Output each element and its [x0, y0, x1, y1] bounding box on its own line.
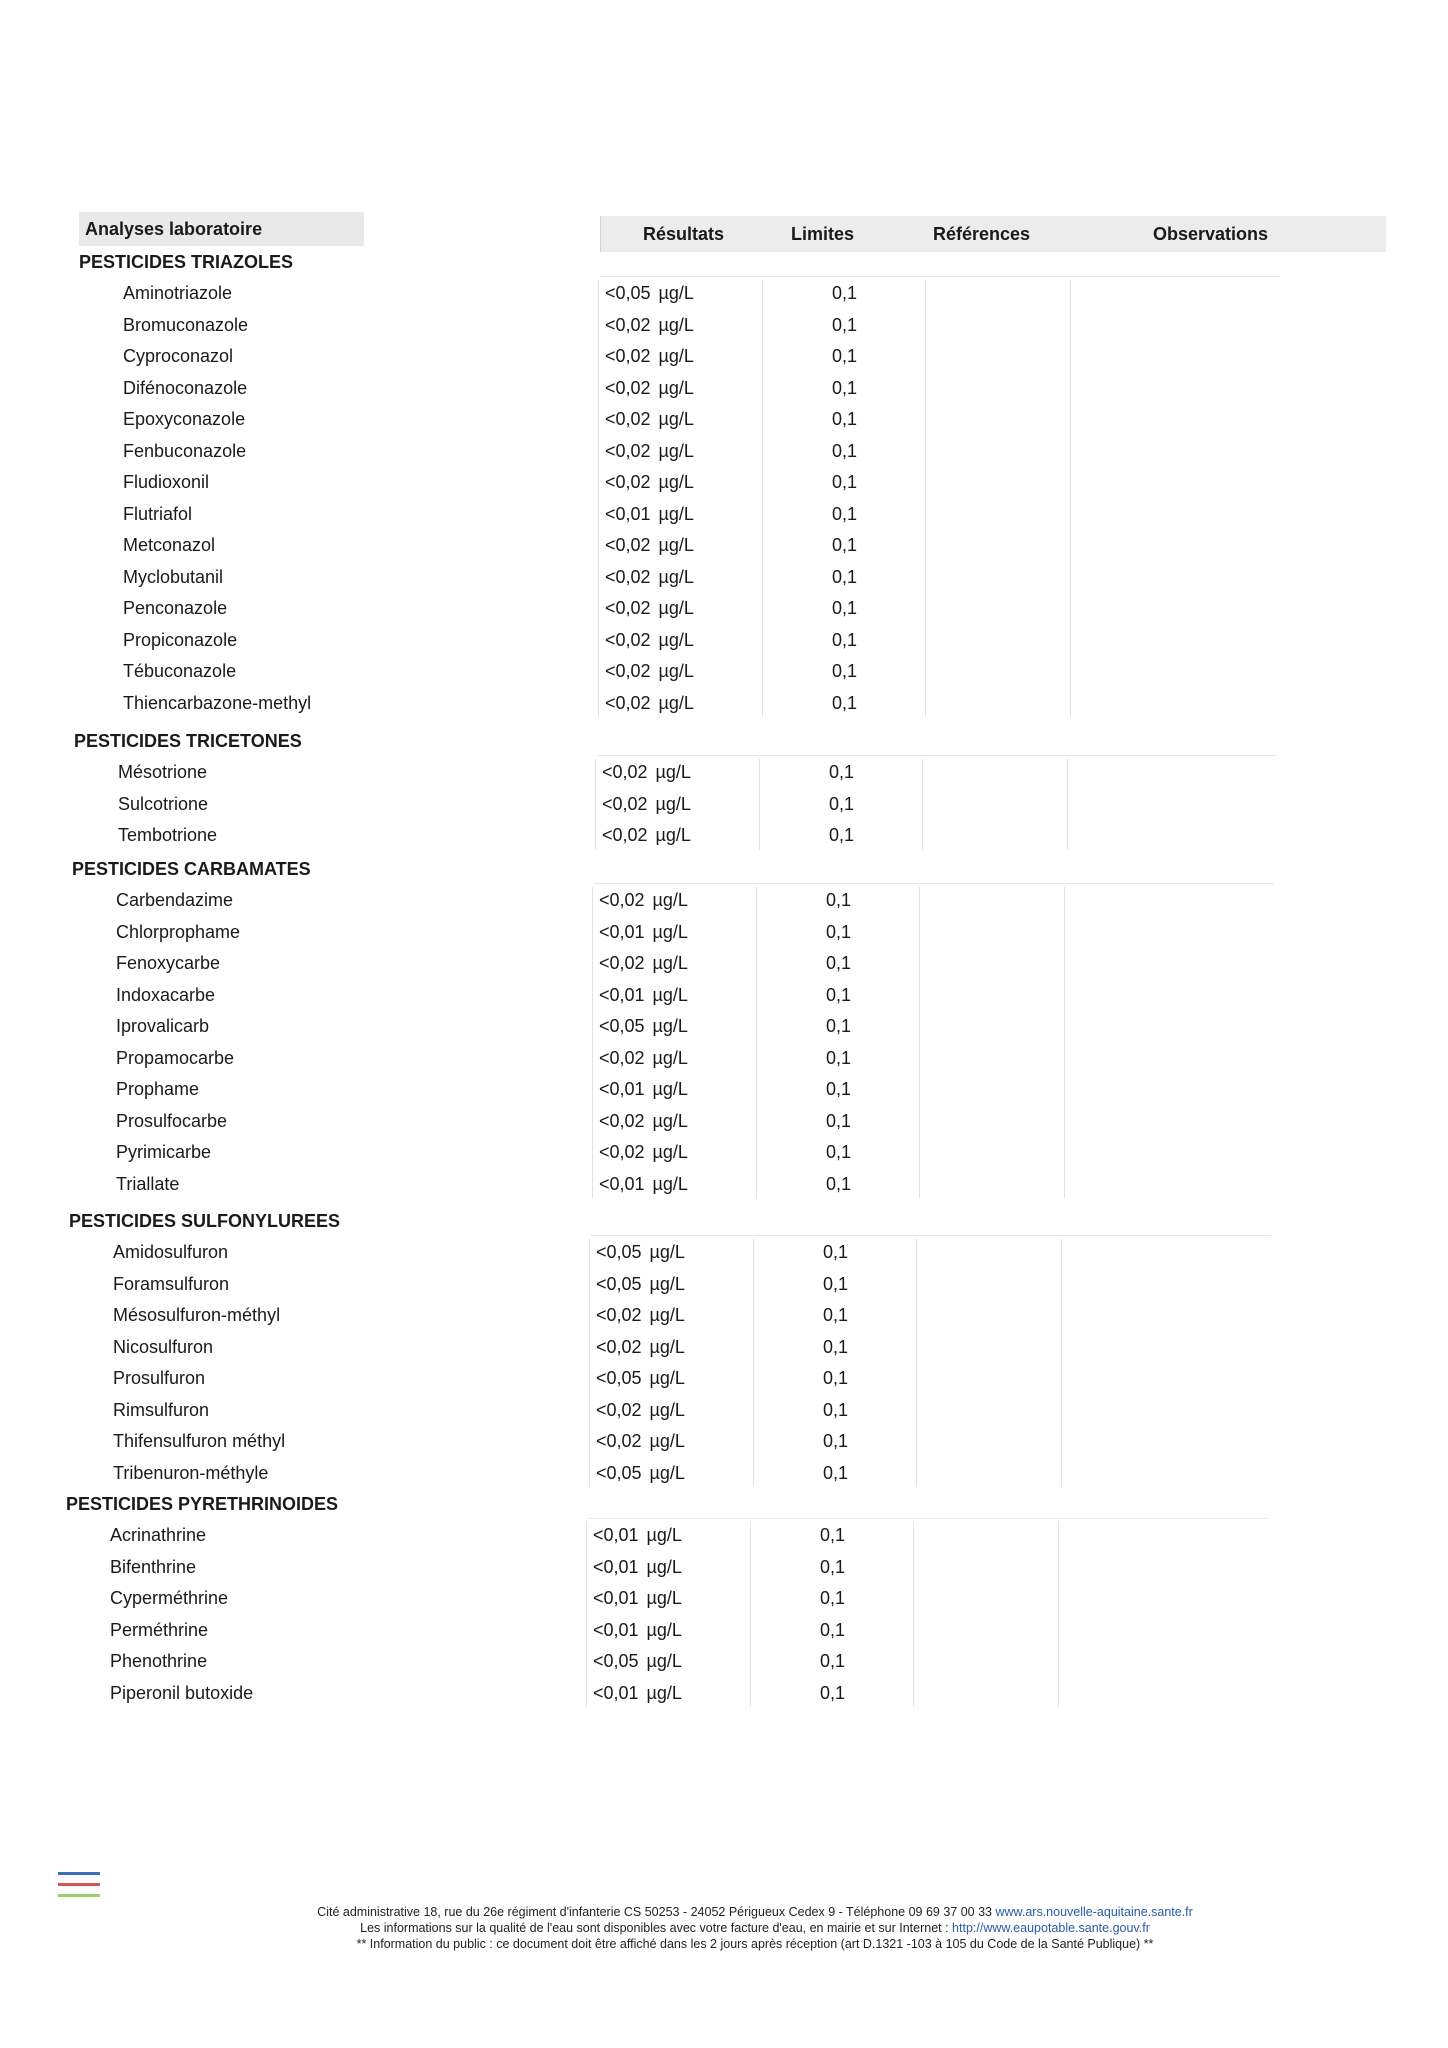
table-row — [0, 341, 1400, 372]
limit-value: 0,1 — [823, 1273, 849, 1294]
section-title: PESTICIDES TRIAZOLES — [79, 252, 294, 272]
table-row — [0, 948, 1400, 979]
analyte-name: Difénoconazole — [123, 377, 248, 398]
result-value — [599, 1137, 688, 1168]
result-value — [605, 436, 694, 467]
analyte-name: Fenoxycarbe — [116, 953, 221, 973]
limit-value: 0,1 — [829, 793, 855, 814]
result-unit: µg/L — [658, 661, 694, 681]
analyte-name: Nicosulfuron — [113, 1336, 214, 1357]
table-row — [0, 885, 1400, 916]
limit-value: 0,1 — [832, 314, 858, 335]
table-row — [0, 1363, 1400, 1394]
logo-bar-blue — [58, 1872, 100, 1875]
result-unit: µg/L — [652, 1016, 688, 1036]
result-value — [596, 1237, 685, 1268]
result-value — [599, 1074, 688, 1105]
footer-info: Les informations sur la qualité de l'eau sont disponibles avec votre facture d'eau, en mairie et sur Internet : — [360, 1921, 949, 1935]
table-row — [0, 467, 1400, 498]
result-value — [596, 1300, 685, 1331]
table-row — [0, 1300, 1400, 1331]
logo-bar-green — [58, 1894, 100, 1897]
result-number: <0,05 — [596, 1462, 642, 1483]
result-unit: µg/L — [649, 1305, 685, 1325]
result-unit: µg/L — [646, 1619, 682, 1640]
result-value — [596, 1458, 685, 1489]
limit-value: 0,1 — [823, 1431, 849, 1451]
limit-value: 0,1 — [826, 1047, 852, 1068]
limit-value: 0,1 — [826, 921, 852, 942]
limit-value: 0,1 — [826, 890, 852, 910]
result-unit: µg/L — [649, 1368, 685, 1388]
analyte-name: Tébuconazole — [123, 661, 237, 681]
result-value — [605, 467, 694, 498]
limit-value: 0,1 — [832, 598, 858, 618]
result-number: <0,02 — [596, 1336, 642, 1357]
limit-value: 0,1 — [820, 1588, 846, 1608]
table-row — [0, 404, 1400, 435]
result-unit: µg/L — [646, 1651, 682, 1671]
analyte-name: Carbendazime — [116, 890, 234, 910]
result-number: <0,01 — [599, 1173, 645, 1194]
section-2 — [74, 726, 674, 756]
analyte-name: Epoxyconazole — [123, 409, 246, 429]
analyte-name: Prophame — [116, 1079, 200, 1099]
table-row — [0, 1520, 1400, 1551]
analyte-name: Pyrimicarbe — [116, 1142, 212, 1162]
table-row — [0, 1043, 1400, 1074]
result-unit: µg/L — [652, 1110, 688, 1131]
section-4 — [69, 1206, 669, 1236]
result-value — [599, 980, 688, 1011]
table-row — [0, 820, 1400, 851]
result-number: <0,02 — [599, 953, 645, 973]
result-unit: µg/L — [658, 598, 694, 618]
result-number: <0,05 — [599, 1016, 645, 1036]
analyte-name: Fludioxonil — [123, 472, 210, 492]
result-number: <0,05 — [596, 1368, 642, 1388]
result-number: <0,02 — [605, 346, 651, 366]
limit-value: 0,1 — [832, 283, 858, 303]
table-row — [0, 1106, 1400, 1137]
limit-value: 0,1 — [832, 692, 858, 713]
limit-value: 0,1 — [832, 409, 858, 429]
result-unit: µg/L — [652, 984, 688, 1005]
limit-value: 0,1 — [826, 1016, 852, 1036]
limit-value: 0,1 — [829, 825, 855, 845]
footer-line-2 — [180, 1920, 1330, 1936]
table-row — [0, 1074, 1400, 1105]
result-unit: µg/L — [649, 1431, 685, 1451]
logo-bar-red — [58, 1883, 100, 1886]
analyte-name: Amidosulfuron — [113, 1242, 229, 1262]
table-row — [0, 310, 1400, 341]
result-value — [593, 1678, 682, 1709]
footer-line-3: ** Information du public : ce document doit être affiché dans les 2 jours après réception (art D.1321 -103 à 105 du Code de la Santé Publique) ** — [356, 1937, 1154, 1951]
result-value — [599, 1043, 688, 1074]
result-number: <0,02 — [605, 314, 651, 335]
result-unit: µg/L — [658, 472, 694, 492]
result-unit: µg/L — [655, 825, 691, 845]
result-number: <0,02 — [602, 762, 648, 782]
footer-address: Cité administrative 18, rue du 26e régiment d'infanterie CS 50253 - 24052 Périgueux Cedex 9 - Téléphone 09 69 37 00 33 — [317, 1905, 992, 1919]
result-unit: µg/L — [658, 692, 694, 713]
limit-value: 0,1 — [820, 1682, 846, 1703]
result-value — [596, 1426, 685, 1457]
analyte-name: Propiconazole — [123, 629, 238, 650]
result-value — [593, 1552, 682, 1583]
result-number: <0,02 — [599, 890, 645, 910]
result-number: <0,02 — [599, 1110, 645, 1131]
result-number: <0,05 — [596, 1273, 642, 1294]
analyte-name: Phenothrine — [110, 1651, 208, 1671]
result-unit: µg/L — [655, 762, 691, 782]
result-number: <0,02 — [605, 440, 651, 461]
footer-eaupotable-link[interactable]: http://www.eaupotable.sante.gouv.fr — [952, 1921, 1150, 1935]
result-value — [599, 1106, 688, 1137]
limit-value: 0,1 — [820, 1619, 846, 1640]
result-number: <0,02 — [605, 692, 651, 713]
analyte-name: Prosulfocarbe — [116, 1110, 228, 1131]
analyte-name: Tribenuron-méthyle — [113, 1462, 269, 1483]
logo-color-bars — [58, 1872, 100, 1905]
section-5 — [66, 1489, 666, 1519]
result-unit: µg/L — [652, 890, 688, 910]
result-unit: µg/L — [649, 1242, 685, 1262]
limit-value: 0,1 — [826, 1173, 852, 1194]
table-row — [0, 1269, 1400, 1300]
result-value — [596, 1332, 685, 1363]
result-unit: µg/L — [652, 953, 688, 973]
result-unit: µg/L — [646, 1525, 682, 1545]
result-number: <0,01 — [593, 1682, 639, 1703]
header-references: Références — [933, 224, 1031, 244]
section-rule — [600, 276, 1280, 277]
result-value — [605, 341, 694, 372]
result-unit: µg/L — [658, 377, 694, 398]
table-row — [0, 1332, 1400, 1363]
result-value — [605, 310, 694, 341]
analyte-name: Mésotrione — [118, 762, 208, 782]
limit-value: 0,1 — [826, 953, 852, 973]
limit-value: 0,1 — [832, 629, 858, 650]
footer-ars-link[interactable]: www.ars.nouvelle-aquitaine.sante.fr — [995, 1905, 1193, 1919]
limit-value: 0,1 — [832, 346, 858, 366]
result-value — [593, 1583, 682, 1614]
result-value — [605, 625, 694, 656]
result-value — [602, 757, 691, 788]
result-unit: µg/L — [658, 346, 694, 366]
result-number: <0,01 — [605, 503, 651, 524]
result-value — [596, 1395, 685, 1426]
analyte-name: Sulcotrione — [118, 793, 209, 814]
result-value — [605, 373, 694, 404]
result-value — [593, 1520, 682, 1551]
result-value — [593, 1615, 682, 1646]
header-results-bar — [600, 216, 1386, 252]
analyte-name: Acrinathrine — [110, 1525, 207, 1545]
analyte-name: Mésosulfuron-méthyl — [113, 1305, 281, 1325]
table-row — [0, 917, 1400, 948]
table-row — [0, 1552, 1400, 1583]
section-1 — [79, 247, 679, 277]
result-number: <0,01 — [599, 1079, 645, 1099]
result-number: <0,02 — [596, 1431, 642, 1451]
result-number: <0,01 — [593, 1525, 639, 1545]
result-unit: µg/L — [658, 283, 694, 303]
analyte-name: Chlorprophame — [116, 921, 241, 942]
result-number: <0,02 — [599, 1047, 645, 1068]
table-row — [0, 757, 1400, 788]
analyte-name: Bifenthrine — [110, 1556, 197, 1577]
limit-value: 0,1 — [832, 503, 858, 524]
result-unit: µg/L — [655, 793, 691, 814]
analyte-name: Triallate — [116, 1173, 180, 1194]
section-rule — [588, 1518, 1268, 1519]
result-number: <0,01 — [593, 1556, 639, 1577]
header-observations: Observations — [1153, 224, 1269, 244]
analyte-name: Aminotriazole — [123, 283, 233, 303]
analyte-name: Cyproconazol — [123, 346, 234, 366]
table-row — [0, 688, 1400, 719]
section-3 — [72, 854, 672, 884]
result-unit: µg/L — [658, 440, 694, 461]
result-number: <0,02 — [596, 1305, 642, 1325]
table-row — [0, 1011, 1400, 1042]
limit-value: 0,1 — [832, 440, 858, 461]
section-title: PESTICIDES TRICETONES — [74, 731, 302, 751]
analyte-name: Rimsulfuron — [113, 1399, 210, 1420]
limit-value: 0,1 — [832, 377, 858, 398]
limit-value: 0,1 — [823, 1399, 849, 1420]
result-unit: µg/L — [646, 1556, 682, 1577]
result-unit: µg/L — [658, 535, 694, 555]
section-title: PESTICIDES CARBAMATES — [72, 859, 311, 879]
limit-value: 0,1 — [832, 472, 858, 492]
result-number: <0,01 — [599, 984, 645, 1005]
result-value — [599, 917, 688, 948]
table-row — [0, 1137, 1400, 1168]
result-number: <0,02 — [605, 472, 651, 492]
analyte-name: Myclobutanil — [123, 566, 224, 587]
result-value — [593, 1646, 682, 1677]
result-unit: µg/L — [652, 1079, 688, 1099]
result-unit: µg/L — [646, 1588, 682, 1608]
analyte-name: Cyperméthrine — [110, 1588, 229, 1608]
result-unit: µg/L — [649, 1462, 685, 1483]
result-number: <0,02 — [599, 1142, 645, 1162]
result-number: <0,02 — [605, 661, 651, 681]
table-row — [0, 373, 1400, 404]
table-row — [0, 1237, 1400, 1268]
table-row — [0, 625, 1400, 656]
table-row — [0, 593, 1400, 624]
table-row — [0, 562, 1400, 593]
result-value — [602, 820, 691, 851]
analyte-name: Thiencarbazone-methyl — [123, 692, 312, 713]
result-value — [599, 1011, 688, 1042]
table-row — [0, 1426, 1400, 1457]
result-unit: µg/L — [652, 921, 688, 942]
table-row — [0, 656, 1400, 687]
table-row — [0, 980, 1400, 1011]
analyte-name: Prosulfuron — [113, 1368, 206, 1388]
table-row — [0, 436, 1400, 467]
analyte-name: Indoxacarbe — [116, 984, 216, 1005]
result-unit: µg/L — [658, 503, 694, 524]
result-value — [605, 562, 694, 593]
result-value — [605, 404, 694, 435]
section-rule — [597, 755, 1277, 756]
limit-value: 0,1 — [829, 762, 855, 782]
table-row — [0, 499, 1400, 530]
section-title: PESTICIDES SULFONYLUREES — [69, 1211, 341, 1231]
table-row — [0, 1458, 1400, 1489]
footer-line-1 — [180, 1904, 1330, 1920]
table-row — [0, 1615, 1400, 1646]
analyte-name: Penconazole — [123, 598, 228, 618]
header-analyses: Analyses laboratoire — [79, 212, 364, 246]
analyte-name: Metconazol — [123, 535, 216, 555]
result-unit: µg/L — [652, 1047, 688, 1068]
result-number: <0,02 — [605, 629, 651, 650]
result-value — [605, 656, 694, 687]
result-unit: µg/L — [649, 1399, 685, 1420]
result-value — [596, 1269, 685, 1300]
result-unit: µg/L — [652, 1142, 688, 1162]
result-value — [599, 885, 688, 916]
table-row — [0, 1678, 1400, 1709]
limit-value: 0,1 — [823, 1368, 849, 1388]
result-number: <0,05 — [593, 1651, 639, 1671]
result-number: <0,02 — [596, 1399, 642, 1420]
section-rule — [594, 883, 1274, 884]
section-title: PESTICIDES PYRETHRINOIDES — [66, 1494, 339, 1514]
result-unit: µg/L — [646, 1682, 682, 1703]
table-row — [0, 530, 1400, 561]
result-value — [605, 530, 694, 561]
table-row — [0, 1395, 1400, 1426]
result-unit: µg/L — [649, 1336, 685, 1357]
limit-value: 0,1 — [823, 1336, 849, 1357]
result-value — [605, 499, 694, 530]
table-row — [0, 789, 1400, 820]
limit-value: 0,1 — [826, 1110, 852, 1131]
result-value — [602, 789, 691, 820]
limit-value: 0,1 — [832, 535, 858, 555]
table-row — [0, 1169, 1400, 1200]
limit-value: 0,1 — [823, 1242, 849, 1262]
result-number: <0,02 — [605, 598, 651, 618]
limit-value: 0,1 — [826, 984, 852, 1005]
result-value — [599, 948, 688, 979]
analyte-name: Thifensulfuron méthyl — [113, 1431, 286, 1451]
result-unit: µg/L — [658, 314, 694, 335]
result-value — [599, 1169, 688, 1200]
result-number: <0,02 — [602, 825, 648, 845]
result-number: <0,01 — [599, 921, 645, 942]
result-number: <0,02 — [605, 566, 651, 587]
table-row — [0, 1583, 1400, 1614]
result-number: <0,05 — [596, 1242, 642, 1262]
analyte-name: Fenbuconazole — [123, 440, 247, 461]
result-number: <0,02 — [605, 377, 651, 398]
result-number: <0,02 — [605, 409, 651, 429]
limit-value: 0,1 — [820, 1525, 846, 1545]
result-unit: µg/L — [658, 629, 694, 650]
analyte-name: Tembotrione — [118, 825, 218, 845]
result-number: <0,01 — [593, 1619, 639, 1640]
result-value — [605, 278, 694, 309]
limit-value: 0,1 — [820, 1556, 846, 1577]
limit-value: 0,1 — [826, 1142, 852, 1162]
result-value — [605, 688, 694, 719]
analyte-name: Piperonil butoxide — [110, 1682, 254, 1703]
table-row — [0, 278, 1400, 309]
page-footer — [180, 1904, 1330, 1952]
header-resultats: Résultats — [643, 224, 725, 244]
result-unit: µg/L — [658, 566, 694, 587]
analyte-name: Foramsulfuron — [113, 1273, 230, 1294]
analyte-name: Bromuconazole — [123, 314, 249, 335]
limit-value: 0,1 — [823, 1305, 849, 1325]
result-unit: µg/L — [652, 1173, 688, 1194]
analyte-name: Iprovalicarb — [116, 1016, 210, 1036]
limit-value: 0,1 — [826, 1079, 852, 1099]
limit-value: 0,1 — [832, 566, 858, 587]
header-limites: Limites — [791, 224, 855, 244]
result-number: <0,01 — [593, 1588, 639, 1608]
section-rule — [591, 1235, 1271, 1236]
table-row — [0, 1646, 1400, 1677]
result-value — [596, 1363, 685, 1394]
analyte-name: Flutriafol — [123, 503, 193, 524]
analyte-name: Propamocarbe — [116, 1047, 235, 1068]
result-value — [605, 593, 694, 624]
result-unit: µg/L — [658, 409, 694, 429]
limit-value: 0,1 — [823, 1462, 849, 1483]
result-unit: µg/L — [649, 1273, 685, 1294]
limit-value: 0,1 — [820, 1651, 846, 1671]
result-number: <0,02 — [605, 535, 651, 555]
result-number: <0,05 — [605, 283, 651, 303]
result-number: <0,02 — [602, 793, 648, 814]
limit-value: 0,1 — [832, 661, 858, 681]
analyte-name: Perméthrine — [110, 1619, 209, 1640]
